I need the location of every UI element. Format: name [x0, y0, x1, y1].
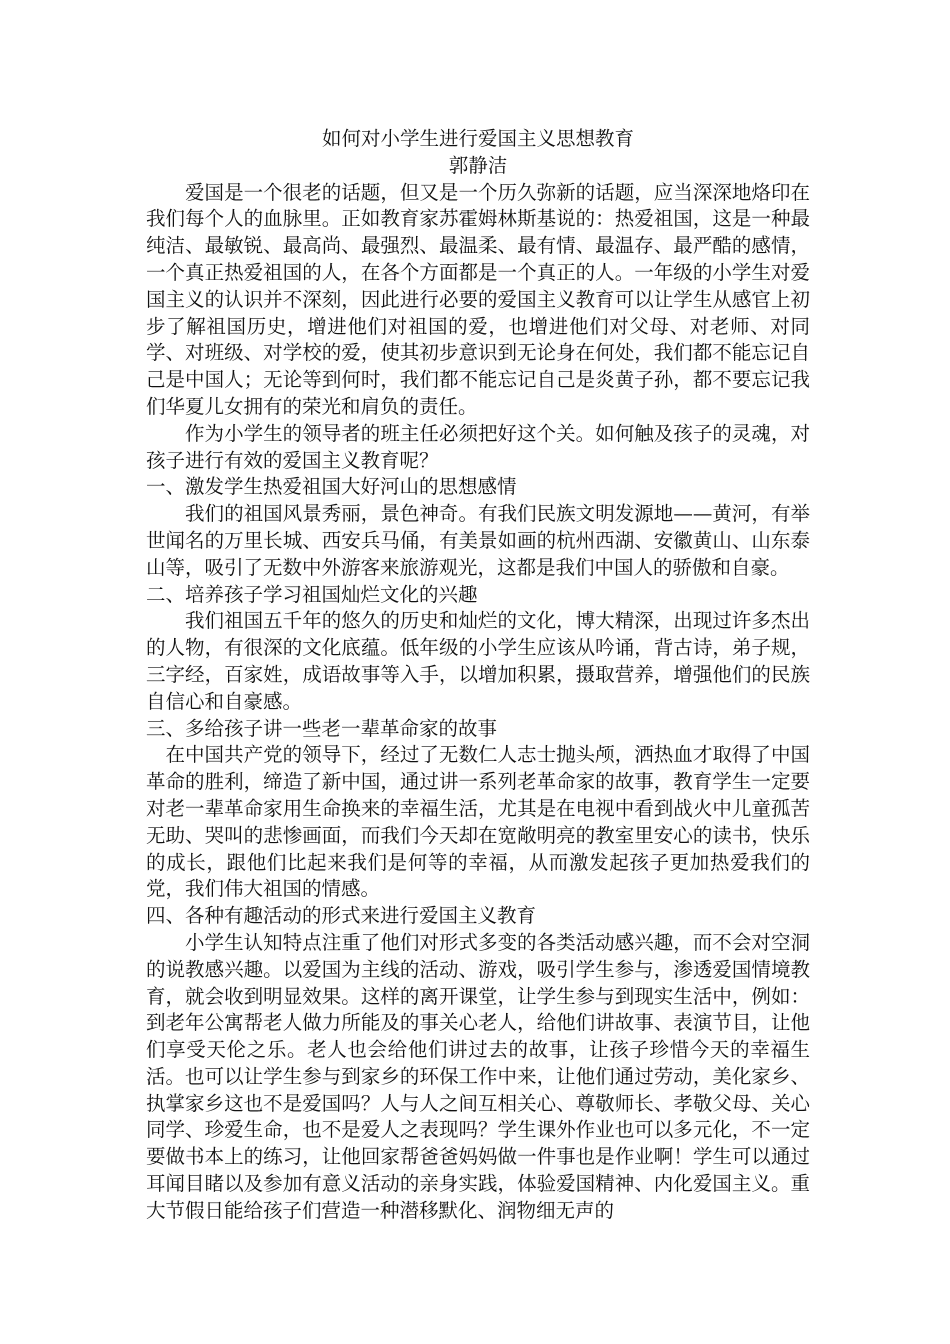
- section-body-2: 我们祖国五千年的悠久的历史和灿烂的文化，博大精深，出现过许多杰出的人物，有很深的文化底蕴。低年级的小学生应该从吟诵，背古诗，弟子规，三字经，百家姓，成语故事等入手，以增加积累，摄取营养，增强他们的民族自信心和自豪感。: [146, 609, 810, 713]
- section-body-3: 在中国共产党的领导下，经过了无数仁人志士抛头颅，洒热血才取得了中国革命的胜利，缔造了新中国，通过讲一系列老革命家的故事，教育学生一定要对老一辈革命家用生命换来的幸福生活，尤其是在电视中看到战火中儿童孤苦无助、哭叫的悲惨画面，而我们今天却在宽敞明亮的教室里安心的读书，快乐的成长，跟他们比起来我们是何等的幸福，从而激发起孩子更加热爱我们的党，我们伟大祖国的情感。: [146, 743, 810, 901]
- intro-paragraph-2: 作为小学生的领导者的班主任必须把好这个关。如何触及孩子的灵魂，对孩子进行有效的爱国主义教育呢？: [146, 421, 810, 472]
- document-title: 如何对小学生进行爱国主义思想教育: [321, 127, 634, 150]
- intro-paragraph-1: 爱国是一个很老的话题，但又是一个历久弥新的话题，应当深深地烙印在我们每个人的血脉里。正如教育家苏霍姆林斯基说的：热爱祖国，这是一种最纯洁、最敏锐、最高尚、最强烈、最温柔、最有情、最温存、最严酷的感情，一个真正热爱祖国的人，在各个方面都是一个真正的人。一年级的小学生对爱国主义的认识并不深刻，因此进行必要的爱国主义教育可以让学生从感官上初步了解祖国历史，增进他们对祖国的爱，也增进他们对父母、对老师、对同学、对班级、对学校的爱，使其初步意识到无论身在何处，我们都不能忘记自己是中国人；无论等到何时，我们都不能忘记自己是炎黄子孙，都不要忘记我们华夏儿女拥有的荣光和肩负的责任。: [146, 180, 810, 418]
- section-heading-3: 三、多给孩子讲一些老一辈革命家的故事: [146, 716, 498, 740]
- document-page: [146, 126, 810, 1225]
- section-body-4: 小学生认知特点注重了他们对形式多变的各类活动感兴趣，而不会对空洞的说教感兴趣。以爱国为主线的活动、游戏，吸引学生参与，渗透爱国情境教育，就会收到明显效果。这样的离开课堂，让学生参与到现实生活中，例如：到老年公寓帮老人做力所能及的事关心老人，给他们讲故事、表演节目，让他们享受天伦之乐。老人也会给他们讲过去的故事，让孩子珍惜今天的幸福生活。也可以让学生参与到家乡的环保工作中来，让他们通过劳动，美化家乡、执掌家乡这也不是爱国吗？人与人之间互相关心、尊敬师长、孝敬父母、关心同学、珍爱生命，也不是爱人之表现吗？学生课外作业也可以多元化，不一定要做书本上的练习，让他回家帮爸爸妈妈做一件事也是作业啊！学生可以通过耳闻目睹以及参加有意义活动的亲身实践，体验爱国精神、内化爱国主义。重大节假日能给孩子们营造一种潜移默化、润物细无声的: [146, 930, 810, 1222]
- document-author: 郭静洁: [448, 153, 508, 177]
- section-heading-1: 一、激发学生热爱祖国大好河山的思想感情: [146, 475, 517, 499]
- section-heading-4: 四、各种有趣活动的形式来进行爱国主义教育: [146, 904, 537, 928]
- section-body-1: 我们的祖国风景秀丽，景色神奇。有我们民族文明发源地——黄河，有举世闻名的万里长城、西安兵马俑，有美景如画的杭州西湖、安徽黄山、山东泰山等，吸引了无数中外游客来旅游观光，这都是我们中国人的骄傲和自豪。: [146, 502, 810, 579]
- section-heading-2: 二、培养孩子学习祖国灿烂文化的兴趣: [146, 582, 478, 606]
